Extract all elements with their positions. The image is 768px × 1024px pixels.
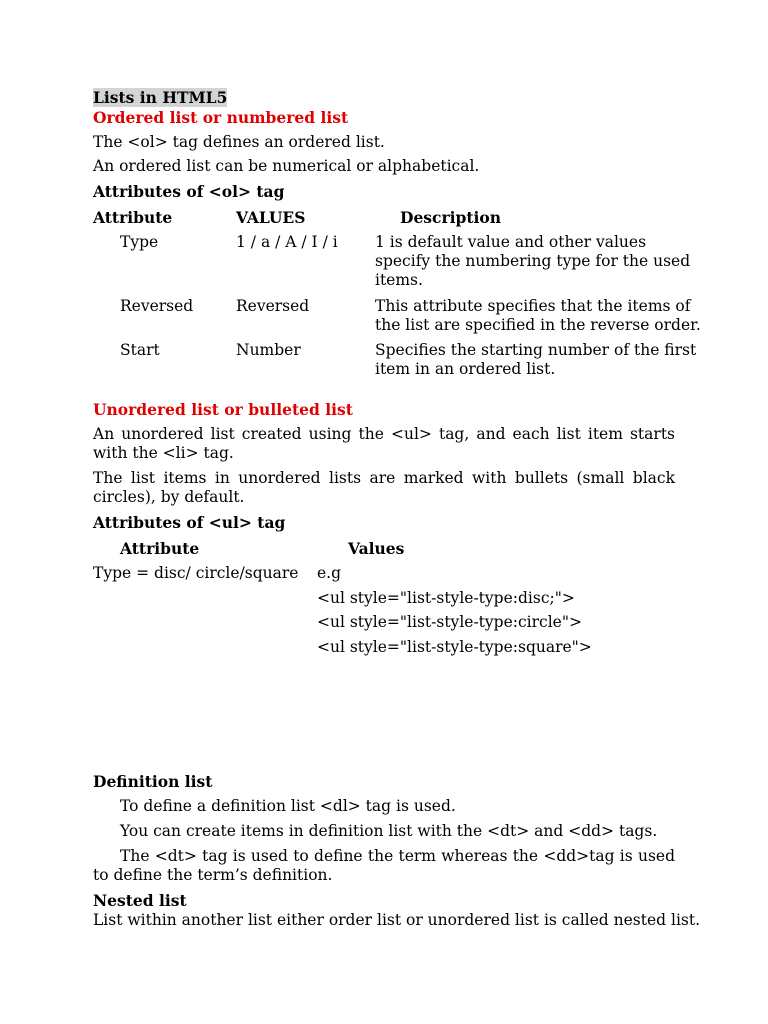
ol-row-description: Specifies the starting number of the first: [375, 341, 697, 359]
definition-line-2: You can create items in definition list with the <dt> and <dd> tags.: [120, 822, 658, 840]
page-title: Lists in HTML5: [93, 88, 228, 107]
ul-example-line: <ul style="list-style-type:disc;">: [317, 589, 575, 607]
ul-table-header-attribute: Attribute: [120, 539, 200, 558]
ol-row-attribute: Type: [120, 233, 159, 251]
ol-row-description: the list are specified in the reverse order.: [375, 316, 701, 334]
ol-row-description: This attribute specifies that the items of: [375, 297, 691, 315]
ol-attributes-heading: Attributes of <ol> tag: [93, 182, 285, 201]
ol-row-attribute: Reversed: [120, 297, 194, 315]
ol-row-description: 1 is default value and other values: [375, 233, 647, 251]
ol-row-description: item in an ordered list.: [375, 360, 556, 378]
ol-row-value: Reversed: [236, 297, 310, 315]
ol-table-header-description: Description: [400, 208, 502, 227]
unordered-paragraph-2: The list items in unordered lists are marked with bullets (small black circles), by default.: [93, 469, 675, 506]
ol-row-description: specify the numbering type for the used: [375, 252, 691, 270]
nested-list-heading: Nested list: [93, 891, 187, 910]
nested-line-1: List within another list either order list or unordered list is called nested list.: [93, 911, 701, 929]
ordered-line-2: An ordered list can be numerical or alphabetical.: [93, 157, 480, 175]
ordered-list-heading: Ordered list or numbered list: [93, 108, 349, 127]
ol-table-header-values: VALUES: [236, 208, 306, 227]
definition-line-1: To define a definition list <dl> tag is used.: [120, 797, 456, 815]
ul-example-line: e.g: [317, 564, 342, 582]
ol-row-value: 1 / a / A / I / i: [236, 233, 338, 251]
ordered-line-1: The <ol> tag defines an ordered list.: [93, 133, 385, 151]
definition-list-heading: Definition list: [93, 772, 213, 791]
ol-row-attribute: Start: [120, 341, 160, 359]
ul-attributes-heading: Attributes of <ul> tag: [93, 513, 286, 532]
unordered-list-heading: Unordered list or bulleted list: [93, 400, 353, 419]
ul-example-line: <ul style="list-style-type:square">: [317, 638, 592, 656]
ol-row-value: Number: [236, 341, 301, 359]
ul-example-line: <ul style="list-style-type:circle">: [317, 613, 582, 631]
ul-table-header-values: Values: [348, 539, 405, 558]
ol-row-description: items.: [375, 271, 423, 289]
ul-type-label: Type = disc/ circle/square: [93, 564, 299, 582]
definition-paragraph-3: The <dt> tag is used to define the term whereas the <dd>tag is used to define the term’s definition.: [93, 847, 675, 884]
ol-table-header-attribute: Attribute: [93, 208, 173, 227]
unordered-paragraph-1: An unordered list created using the <ul> tag, and each list item starts with the <li> tag.: [93, 425, 675, 462]
